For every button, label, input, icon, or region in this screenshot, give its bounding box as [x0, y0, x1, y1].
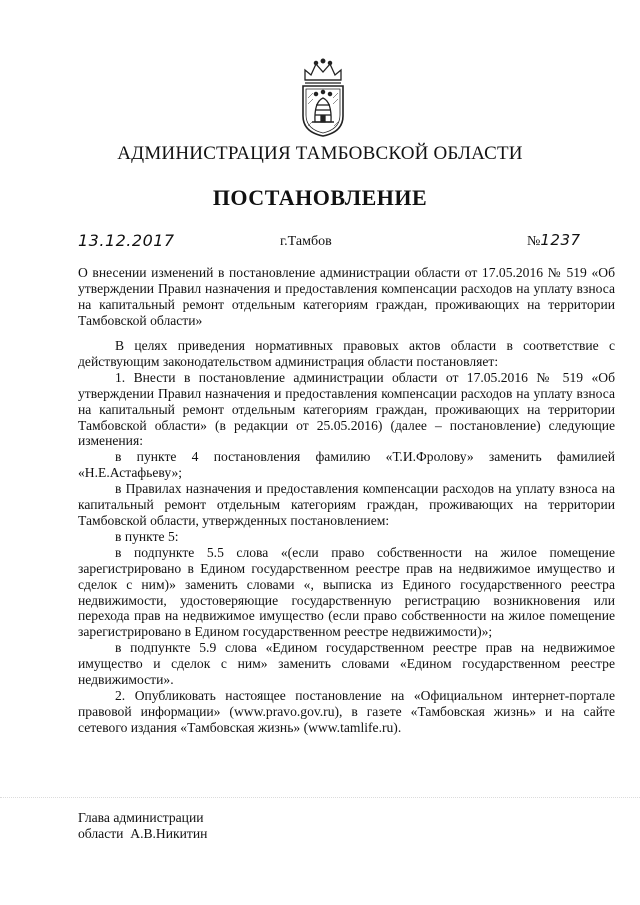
paragraph-preamble: В целях приведения нормативных правовых актов области в соответствие с действующим законодательством администрация области постановляет: — [78, 338, 615, 369]
signatory-region: области — [78, 825, 124, 841]
paragraph-subpoint-5-9: в подпункте 5.9 слова «Едином государственном реестре прав на недвижимое имущество и сделок с ним» заменить словами «Едином государственном реестре недвижимости». — [78, 640, 615, 688]
number-value: 1237 — [540, 231, 581, 249]
document-type-heading: ПОСТАНОВЛЕНИЕ — [212, 185, 428, 210]
paragraph-point-5: в пункте 5: — [115, 528, 179, 544]
paragraph-subpoint-5-5: в подпункте 5.5 слова «(если право собственности на жилое помещение зарегистрировано в Едином государственном реестре прав на недвижимое имущество и сделок с ним)» заменить словами «, выписка из Единого государственного реестра недвижимости, удостоверяющие государственную регистрацию возникновения или перехода прав на недвижимое имущество (если право собственности на жилое помещение зарегистрировано в Едином государственном реестре недвижимости)»; — [78, 544, 615, 640]
paragraph-item-1: 1. Внести в постановление администрации области от 17.05.2016 № 519 «Об утверждении Правил назначения и предоставления компенсации расходов на уплату взноса на капитальный ремонт отдельным категориям граждан, проживающих на территории Тамбовской области» (в редакции от 25.05.2016) (далее – постановление) следующие изменения: — [78, 369, 615, 449]
scan-noise-divider — [0, 797, 640, 800]
document-number — [527, 231, 581, 250]
tambov-coat-of-arms-icon — [296, 58, 350, 138]
number-sign: № — [527, 234, 541, 249]
signatory-name: А.В.Никитин — [130, 825, 208, 841]
organization-title: АДМИНИСТРАЦИЯ ТАМБОВСКОЙ ОБЛАСТИ — [117, 143, 523, 164]
paragraph-amend-point-4: в пункте 4 постановления фамилию «Т.И.Фролову» заменить фамилией «Н.Е.Астафьеву»; — [78, 449, 615, 481]
signatory-title: Глава администрации — [78, 810, 204, 825]
document-city: г.Тамбов — [280, 234, 332, 249]
subject-text: О внесении изменений в постановление администрации области от 17.05.2016 № 519 «Об утверждении Правил назначения и предоставления компенсации расходов на уплату взноса на капитальный ремонт отдельным категориям граждан, проживающих на территории Тамбовской области» — [78, 265, 615, 328]
signature-block — [78, 810, 207, 842]
paragraph-rules-intro: в Правилах назначения и предоставления компенсации расходов на уплату взноса на капитальный ремонт отдельным категориям граждан, проживающих на территории Тамбовской области, утвержденных постановлением: — [78, 481, 615, 528]
signatory-line — [78, 826, 207, 842]
document-date: 13.12.2017 — [78, 231, 175, 250]
document-body — [78, 338, 615, 736]
paragraph-item-2: 2. Опубликовать настоящее постановление на «Официальном интернет-портале правовой информации» (www.pravo.gov.ru), в газете «Тамбовская жизнь» и на сайте сетевого издания «Тамбовская жизнь» (www.tamlife.ru). — [78, 687, 615, 735]
document-subject — [78, 265, 615, 329]
